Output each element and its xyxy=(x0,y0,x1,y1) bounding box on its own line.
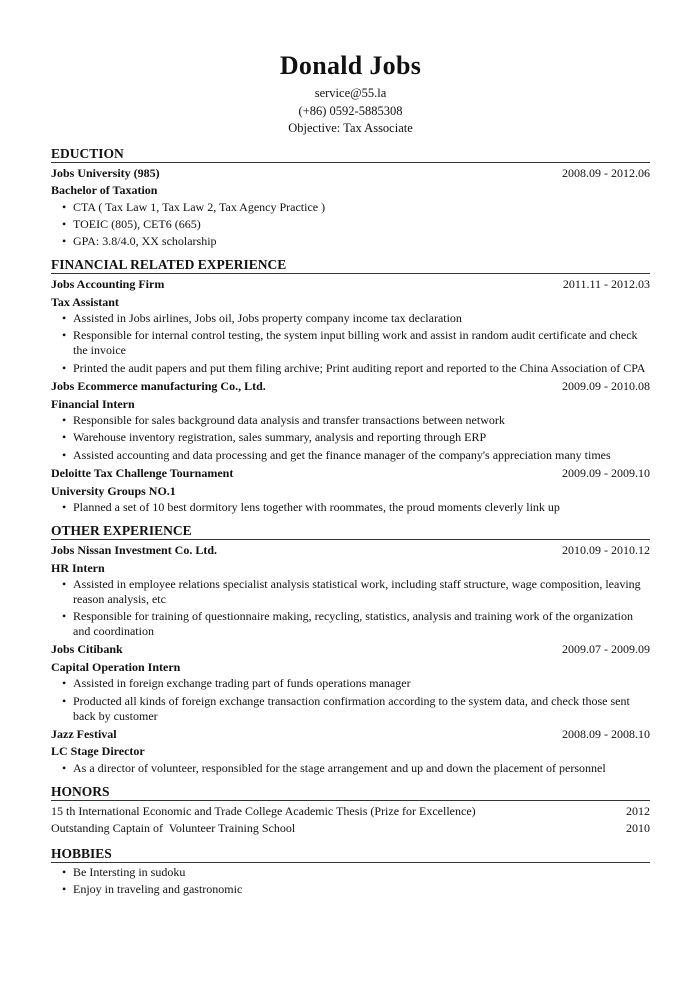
entry-header xyxy=(51,726,650,744)
entry-org: Jobs Nissan Investment Co. Ltd. xyxy=(51,543,218,558)
bullet-list xyxy=(51,413,650,463)
entry-role: Capital Operation Intern xyxy=(51,659,181,674)
section-title: HOBBIES xyxy=(51,846,650,863)
entry-date: 2008.09 - 2008.10 xyxy=(562,726,650,741)
objective-text: Objective: Tax Associate xyxy=(288,121,413,135)
entry-header xyxy=(51,641,650,659)
bullet-item: • Assisted in foreign exchange trading part of funds operations manager xyxy=(62,676,650,691)
bullet-item: • Assisted in employee relations specialist analysis statistical work, including staff structure, wage composition, leaving reason analysis, etc xyxy=(62,577,650,607)
bullet-list xyxy=(51,865,650,897)
entry-header xyxy=(51,542,650,560)
phone-text: (+86) 0592-5885308 xyxy=(298,103,403,118)
entry-role: Tax Assistant xyxy=(51,294,119,309)
resume-page xyxy=(51,50,650,900)
candidate-name: Donald Jobs xyxy=(279,51,422,80)
bullet-list xyxy=(51,200,650,250)
bullet-item: • Planned a set of 10 best dormitory lens together with roommates, the proud moments cleverly link up xyxy=(62,500,650,515)
entry-date: 2009.09 - 2009.10 xyxy=(562,466,650,481)
education-section xyxy=(51,146,650,250)
bullet-list xyxy=(51,311,650,375)
entry-header xyxy=(51,465,650,483)
section-title: HONORS xyxy=(51,784,650,801)
bullet-item: • CTA ( Tax Law 1, Tax Law 2, Tax Agency Practice ) xyxy=(62,200,650,215)
honors-section xyxy=(51,784,650,838)
bullet-item: • Responsible for sales background data analysis and transfer transactions between network xyxy=(62,413,650,428)
hobbies-section xyxy=(51,846,650,897)
honor-row xyxy=(51,820,650,838)
honor-year: 2012 xyxy=(626,803,650,818)
financial-experience-section xyxy=(51,257,650,515)
bullet-item: • Printed the audit papers and put them filing archive; Print auditing report and reported to the China Association of CPA xyxy=(62,361,650,376)
entry-date: 2008.09 - 2012.06 xyxy=(562,165,650,180)
entry-org: Jazz Festival xyxy=(51,726,117,741)
entry-header xyxy=(51,276,650,294)
bullet-item: • Responsible for internal control testing, the system input billing work and assist in random audit certificate and check the invoice xyxy=(62,328,650,358)
bullet-item: • Assisted in Jobs airlines, Jobs oil, Jobs property company income tax declaration xyxy=(62,311,650,326)
entry-date: 2011.11 - 2012.03 xyxy=(562,277,650,292)
entry-org: Jobs University (985) xyxy=(51,165,160,180)
bullet-item: • Producted all kinds of foreign exchange transaction confirmation according to the system data, and check those sent back by customer xyxy=(62,694,650,724)
honor-year: 2010 xyxy=(626,821,650,836)
entry-header xyxy=(51,165,650,183)
bullet-list xyxy=(51,577,650,639)
bullet-item: • Responsible for training of questionnaire making, recycling, statistics, analysis and training work of the organization and coordination xyxy=(62,609,650,639)
bullet-item: • Warehouse inventory registration, sales summary, analysis and reporting through ERP xyxy=(62,430,650,445)
other-experience-section xyxy=(51,523,650,776)
entry-role: University Groups NO.1 xyxy=(51,483,176,498)
entry-date: 2009.09 - 2010.08 xyxy=(562,379,650,394)
entry-role: Bachelor of Taxation xyxy=(51,183,158,197)
entry-org: Jobs Ecommerce manufacturing Co., Ltd. xyxy=(51,379,266,394)
entry-org: Jobs Accounting Firm xyxy=(51,277,165,292)
entry-org: Jobs Citibank xyxy=(51,642,123,657)
section-title: EDUCTION xyxy=(51,146,650,163)
bullet-item: • Be Intersting in sudoku xyxy=(62,865,650,880)
bullet-item: • GPA: 3.8/4.0, XX scholarship xyxy=(62,234,650,249)
bullet-item: • TOEIC (805), CET6 (665) xyxy=(62,217,650,232)
entry-date: 2010.09 - 2010.12 xyxy=(562,543,650,558)
entry-role: HR Intern xyxy=(51,560,105,575)
honor-text: 15 th International Economic and Trade College Academic Thesis (Prize for Excellence) xyxy=(51,803,476,818)
honor-row xyxy=(51,803,650,821)
email-text: service@55.la xyxy=(314,86,387,100)
entry-date: 2009.07 - 2009.09 xyxy=(562,642,650,657)
bullet-list xyxy=(51,676,650,723)
bullet-item: • Assisted accounting and data processing and get the finance manager of the company's appreciation many times xyxy=(62,448,650,463)
entry-org: Deloitte Tax Challenge Tournament xyxy=(51,466,234,481)
bullet-item: • Enjoy in traveling and gastronomic xyxy=(62,882,650,897)
honor-text: Outstanding Captain of Volunteer Training School xyxy=(51,821,296,836)
entry-role: Financial Intern xyxy=(51,396,135,411)
bullet-list xyxy=(51,500,650,515)
bullet-list xyxy=(51,761,650,776)
entry-role: LC Stage Director xyxy=(51,744,145,759)
section-title: OTHER EXPERIENCE xyxy=(51,523,650,540)
entry-header xyxy=(51,378,650,396)
bullet-item: • As a director of volunteer, responsibled for the stage arrangement and up and down the placement of personnel xyxy=(62,761,650,776)
section-title: FINANCIAL RELATED EXPERIENCE xyxy=(51,257,650,274)
